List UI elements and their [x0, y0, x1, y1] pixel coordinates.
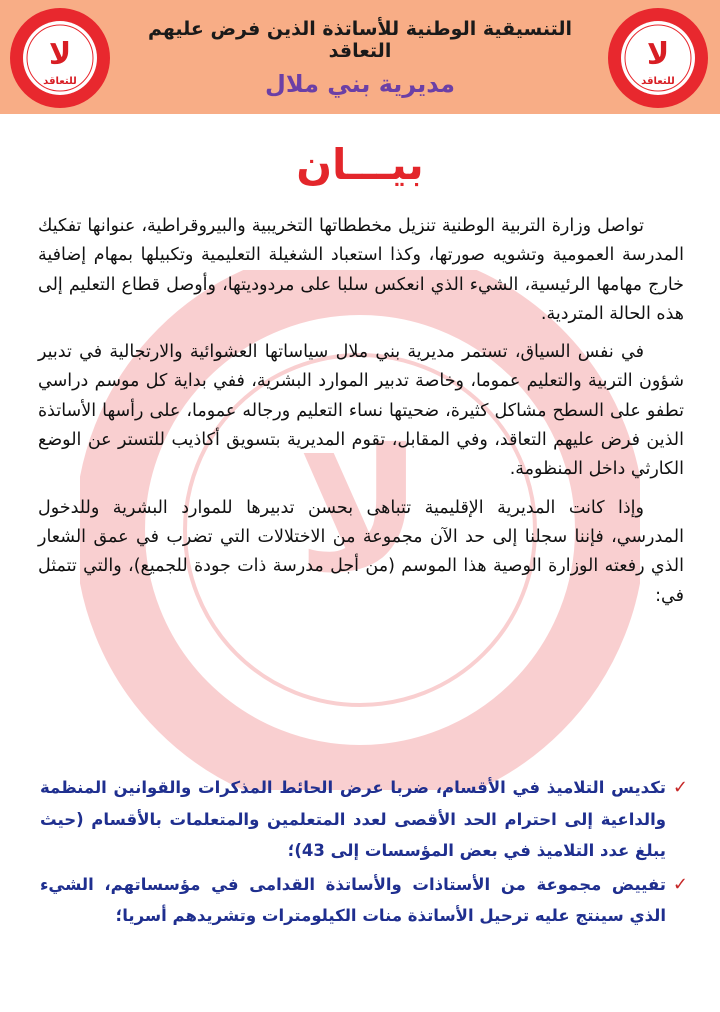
organization-name: التنسيقية الوطنية للأساتذة الذين فرض عليهم التعاقد	[147, 18, 573, 62]
svg-text:للتعاقد: للتعاقد	[641, 76, 675, 87]
statement-title: بيـــان	[296, 140, 424, 189]
svg-text:لا: لا	[296, 413, 424, 611]
directorate-name: مديرية بني ملال	[265, 70, 455, 98]
union-logo-left	[8, 6, 112, 110]
paragraph-1: تواصل وزارة التربية الوطنية تنزيل مخططاتها التخريبية والبيروقراطية، عنوانها تفكيك المدرسة العمومية وتشويه صورتها، وكذا استعباد الشغيلة التعليمية وتكبيلها بمهام إضافية خارج مهامها الرئيسية، الشيء الذي انعكس سلبا على مردوديتها، وأوصل قطاع التعليم إلى هذه الحالة المتردية.	[38, 216, 684, 324]
svg-text:لا: لا	[48, 37, 72, 72]
checkmark-icon: ✓	[672, 873, 688, 895]
header-banner	[0, 0, 720, 114]
svg-text:للتعاقد: للتعاقد	[43, 76, 77, 87]
list-item-text: تفييض مجموعة من الأستاذات والأساتذة القدامى في مؤسساتهم، الشيء الذي سينتج عليه ترحيل الأساتذة منات الكيلومترات وتشريدهم أسريا؛	[40, 874, 666, 925]
union-logo-right	[606, 6, 710, 110]
checkmark-icon: ✓	[672, 777, 688, 798]
svg-text:لا: لا	[646, 37, 670, 72]
list-item	[40, 869, 688, 932]
list-item-text: تكديس التلاميذ في الأقسام، ضربا عرض الحائط المذكرات والقوانين المنظمة والداعية إلى احترام الحد الأقصى لعدد المتعلمين والمتعلمات بالأقسام (حيث يبلغ عدد التلاميذ في بعض المؤسسات إلى 43)؛	[40, 778, 666, 860]
paragraph-2: في نفس السياق، تستمر مديرية بني ملال سياساتها العشوائية والارتجالية في تدبير شؤون التربية والتعليم عموما، وخاصة تدبير الموارد البشرية، ففي بداية كل موسم دراسي تطفو على السطح مشاكل كثيرة، ضحيتها نساء التعليم ورجاله عموما، على رأسها الأساتذة الذين فرض عليهم التعاقد، وفي المقابل، تقوم المديرية بتسويق أكاذيب للتستر عن الوضع الكارثي داخل المنظومة.	[38, 342, 684, 480]
list-item	[40, 772, 688, 867]
statement-body	[38, 212, 684, 620]
paragraph-3: وإذا كانت المديرية الإقليمية تتباهى بحسن تدبيرها للموارد البشرية وللدخول المدرسي، فإننا سجلنا إلى حد الآن مجموعة من الاختلالات التي تضرب في عمق الشعار الذي رفعته الوزارة الوصية هذا الموسم (من أجل مدرسة ذات جودة للجميع)، والتي تتمثل في:	[38, 497, 684, 606]
grievance-list	[40, 772, 688, 934]
